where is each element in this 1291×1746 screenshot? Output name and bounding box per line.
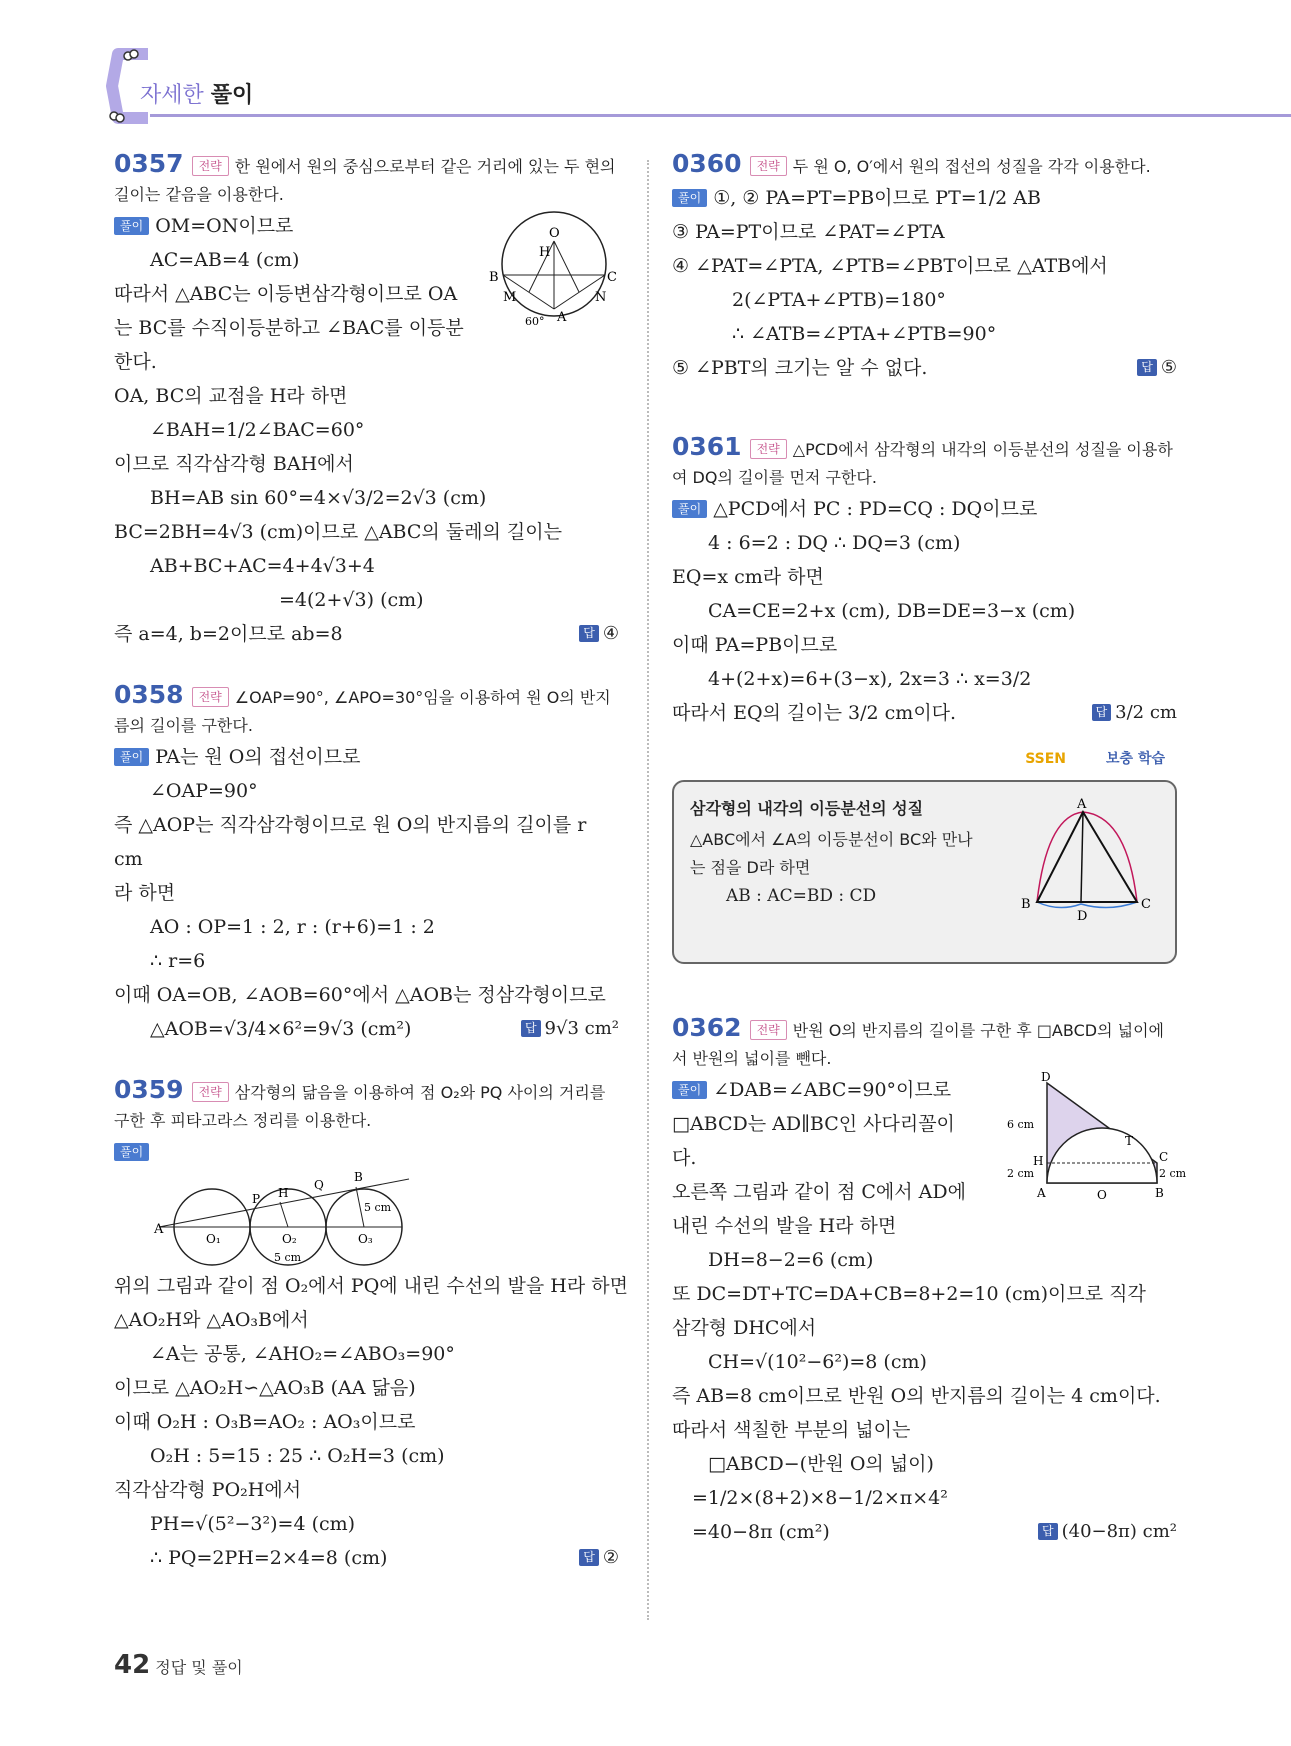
solution-tag: 풀이 [114,748,149,766]
problem-0359 [114,1075,628,1575]
fig-label-o3: O₃ [358,1232,373,1246]
fig-label-b: B [354,1170,363,1184]
line: BC=2BH=4√3 (cm)이므로 △ABC의 둘레의 길이는 [114,521,562,543]
fig-label-o1: O₁ [206,1232,221,1246]
line: =4(2+√3) (cm) [279,589,424,611]
line: 는 BC를 수직이등분하고 ∠BAC를 이등분 [114,317,464,339]
line: 이때 PA=PB이므로 [672,634,838,656]
line: ∴ ∠ATB=∠PTA+∠PTB=90° [732,323,997,345]
fig-label-q: Q [314,1178,324,1192]
fig-label-b: B [489,270,499,285]
strategy-tag: 전략 [192,687,229,707]
supplement-line: 는 점을 D라 하면 [690,858,811,877]
line: PH=√(5²−3²)=4 (cm) [150,1513,356,1535]
line: AB+BC+AC=4+4√3+4 [150,555,375,577]
line: ∠OAP=90° [150,780,258,802]
left-column [114,149,628,1605]
line: 내린 수선의 발을 H라 하면 [672,1215,897,1237]
answer-mark: 답 [1038,1523,1058,1540]
answer-mark: 답 [579,625,599,642]
supplement-line: △ABC에서 ∠A의 이등분선이 BC와 만나 [690,830,973,849]
fig-label-c: C [1159,1150,1169,1164]
circle-chord-figure [489,209,619,329]
answer [521,1012,619,1046]
problem-number: 0359 [114,1075,184,1104]
line: 삼각형 DHC에서 [672,1317,817,1339]
line: OM=ON이므로 [155,215,294,237]
fig-label-l3: 2 cm [1159,1167,1187,1180]
line: 따라서 색칠한 부분의 넓이는 [672,1419,911,1441]
line: 이므로 직각삼각형 BAH에서 [114,453,354,475]
line: CA=CE=2+x (cm), DB=DE=3−x (cm) [708,600,1076,622]
answer-mark: 답 [579,1549,599,1566]
supplement-label: 보충 학습 [1106,751,1165,767]
line: PA는 원 O의 접선이므로 [155,746,361,768]
line: 오른쪽 그림과 같이 점 C에서 AD에 [672,1181,966,1203]
line: △AOB=√3/4×6²=9√3 (cm²) [150,1018,412,1040]
problem-0361 [672,433,1177,964]
solution-tag: 풀이 [114,217,149,235]
supplement-box [672,751,1177,964]
fig-label-h: H [278,1186,289,1200]
problem-number: 0358 [114,680,184,709]
page-footer [114,1650,243,1680]
strategy-tag: 전략 [750,1020,787,1040]
header-title [140,78,253,109]
problem-0360 [672,150,1177,385]
ssen-label [1025,742,1165,776]
problem-0357 [114,150,619,651]
page-number: 42 [114,1650,151,1680]
strategy-tag: 전략 [750,439,787,459]
line: ①, ② PA=PT=PB이므로 PT=1/2 AB [713,187,1041,209]
fig-label-h: H [1033,1154,1044,1168]
answer-value: ⑤ [1160,357,1177,378]
line: =1/2×(8+2)×8−1/2×π×4² [692,1487,948,1509]
right-column [672,149,1187,1579]
line: ⑤ ∠PBT의 크기는 알 수 없다. [672,357,928,379]
line: □ABCD−(반원 O의 넓이) [708,1453,934,1475]
line: 직각삼각형 PO₂H에서 [114,1479,302,1501]
supplement-line: AB : AC=BD : CD [726,886,877,906]
answer [1038,1515,1177,1549]
line: ∠DAB=∠ABC=90°이므로 [713,1079,952,1101]
line: ∴ PQ=2PH=2×4=8 (cm) [150,1547,388,1569]
problem-number: 0360 [672,149,742,178]
line: BH=AB sin 60°=4×√3/2=2√3 (cm) [150,487,487,509]
answer [1092,696,1177,730]
column-divider [647,160,649,1620]
line: OA, BC의 교점을 H라 하면 [114,385,348,407]
strategy-text: 삼각형의 닮음을 이용하여 점 O₂와 PQ 사이의 거리를 구한 후 피타고라스 정리를 이용한다. [114,1083,606,1130]
fig-label-l1: 6 cm [1007,1118,1035,1131]
answer-value: 3/2 cm [1115,702,1177,723]
line: 4 : 6=2 : DQ ∴ DQ=3 (cm) [708,532,961,554]
problem-number: 0357 [114,149,184,178]
footer-label: 정답 및 풀이 [155,1658,243,1677]
answer-value: ④ [602,623,619,644]
line: ③ PA=PT이므로 ∠PAT=∠PTA [672,221,945,243]
line: 한다. [114,351,157,373]
problem-number: 0361 [672,432,742,461]
strategy-tag: 전략 [750,156,787,176]
trapezoid-semicircle-figure [1007,1070,1187,1213]
solution-tag: 풀이 [672,500,707,518]
solution-tag: 풀이 [114,1143,149,1161]
fig-label-a: A [1037,1186,1046,1200]
line: 다. [672,1147,697,1169]
solution-tag: 풀이 [672,1081,707,1099]
answer-mark: 답 [521,1020,541,1037]
line: 따라서 △ABC는 이등변삼각형이므로 OA [114,283,458,305]
strategy-text: 반원 O의 반지름의 길이를 구한 후 □ABCD의 넓이에서 반원의 넓이를 뺀다. [672,1021,1164,1068]
problem-number: 0362 [672,1013,742,1042]
fig-label-r1: 5 cm [364,1201,392,1214]
line: EQ=x cm라 하면 [672,566,824,588]
fig-label-d: D [1077,909,1088,924]
fig-label-n: N [595,290,607,305]
line: 이때 O₂H : O₃B=AO₂ : AO₃이므로 [114,1411,416,1433]
answer-mark: 답 [1137,359,1157,376]
fig-label-m: M [503,290,517,305]
header-title-a: 자세한 [140,83,204,108]
fig-label-angle: 60° [525,315,545,328]
fig-label-b: B [1155,1186,1164,1200]
answer [579,617,619,651]
ssen-logo: SSEN [1025,751,1067,767]
line: 즉 △AOP는 직각삼각형이므로 원 O의 반지름의 길이를 r cm [114,814,587,870]
fig-label-d: D [1041,1070,1051,1084]
line: □ABCD는 AD∥BC인 사다리꼴이 [672,1113,955,1135]
header-divider [150,114,1291,117]
fig-label-l2: 2 cm [1007,1167,1035,1180]
line: 라 하면 [114,882,176,904]
line: 2(∠PTA+∠PTB)=180° [732,289,946,311]
line: ∠BAH=1/2∠BAC=60° [150,419,365,441]
supplement-title: 삼각형의 내각의 이등분선의 성질 [690,799,924,818]
line: DH=8−2=6 (cm) [708,1249,874,1271]
answer [579,1541,619,1575]
answer-value: (40−8π) cm² [1061,1521,1177,1542]
line: 즉 AB=8 cm이므로 반원 O의 반지름의 길이는 4 cm이다. [672,1385,1161,1407]
strategy-text: 한 원에서 원의 중심으로부터 같은 거리에 있는 두 현의 길이는 같음을 이용한다. [114,157,616,204]
line: 4+(2+x)=6+(3−x), 2x=3 ∴ x=3/2 [708,668,1032,690]
line: △PCD에서 PC : PD=CQ : DQ이므로 [713,498,1038,520]
fig-label-o: O [1097,1188,1107,1202]
line: AO : OP=1 : 2, r : (r+6)=1 : 2 [150,916,435,938]
line: 위의 그림과 같이 점 O₂에서 PQ에 내린 수선의 발을 H라 하면 [114,1275,628,1297]
answer [1137,351,1177,385]
answer-value: ② [602,1547,619,1568]
line: AC=AB=4 (cm) [150,249,300,271]
line: ∠A는 공통, ∠AHO₂=∠ABO₃=90° [150,1343,455,1365]
fig-label-b: B [1021,897,1031,912]
line: CH=√(10²−6²)=8 (cm) [708,1351,927,1373]
three-circles-figure [154,1169,454,1269]
strategy-tag: 전략 [192,1082,229,1102]
fig-label-h: H [539,245,551,260]
fig-label-a: A [154,1222,164,1237]
fig-label-a: A [1077,797,1087,812]
header-title-b: 풀이 [210,83,254,108]
problem-0358 [114,681,619,1046]
fig-label-t: T [1125,1134,1134,1148]
fig-label-c: C [1141,897,1151,912]
line: 즉 a=4, b=2이므로 ab=8 [114,623,343,645]
line: =40−8π (cm²) [692,1521,830,1543]
line: 또 DC=DT+TC=DA+CB=8+2=10 (cm)이므로 직각 [672,1283,1146,1305]
answer-mark: 답 [1092,704,1112,721]
strategy-text: ∠OAP=90°, ∠APO=30°임을 이용하여 원 O의 반지름의 길이를 구한다. [114,688,611,735]
line: ④ ∠PAT=∠PTA, ∠PTB=∠PBT이므로 △ATB에서 [672,255,1108,277]
solution-tag: 풀이 [672,189,707,207]
fig-label-p: P [252,1192,261,1206]
line: ∴ r=6 [150,950,206,972]
fig-label-o2: O₂ [282,1232,297,1246]
bisector-figure [1017,796,1157,926]
fig-label-a: A [557,310,567,325]
line: 따라서 EQ의 길이는 3/2 cm이다. [672,702,957,724]
line: 이므로 △AO₂H∽△AO₃B (AA 닮음) [114,1377,416,1399]
fig-label-o: O [549,226,560,241]
problem-0362 [672,1013,1187,1549]
fig-label-r2: 5 cm [274,1251,302,1264]
line: 이때 OA=OB, ∠AOB=60°에서 △AOB는 정삼각형이므로 [114,984,606,1006]
fig-label-c: C [607,270,617,285]
answer-value: 9√3 cm² [544,1018,619,1039]
strategy-tag: 전략 [192,156,229,176]
line: O₂H : 5=15 : 25 ∴ O₂H=3 (cm) [150,1445,445,1467]
line: △AO₂H와 △AO₃B에서 [114,1309,309,1331]
strategy-text: 두 원 O, O′에서 원의 접선의 성질을 각각 이용한다. [792,157,1151,176]
strategy-text: △PCD에서 삼각형의 내각의 이등분선의 성질을 이용하여 DQ의 길이를 먼저 구한다. [672,440,1173,487]
